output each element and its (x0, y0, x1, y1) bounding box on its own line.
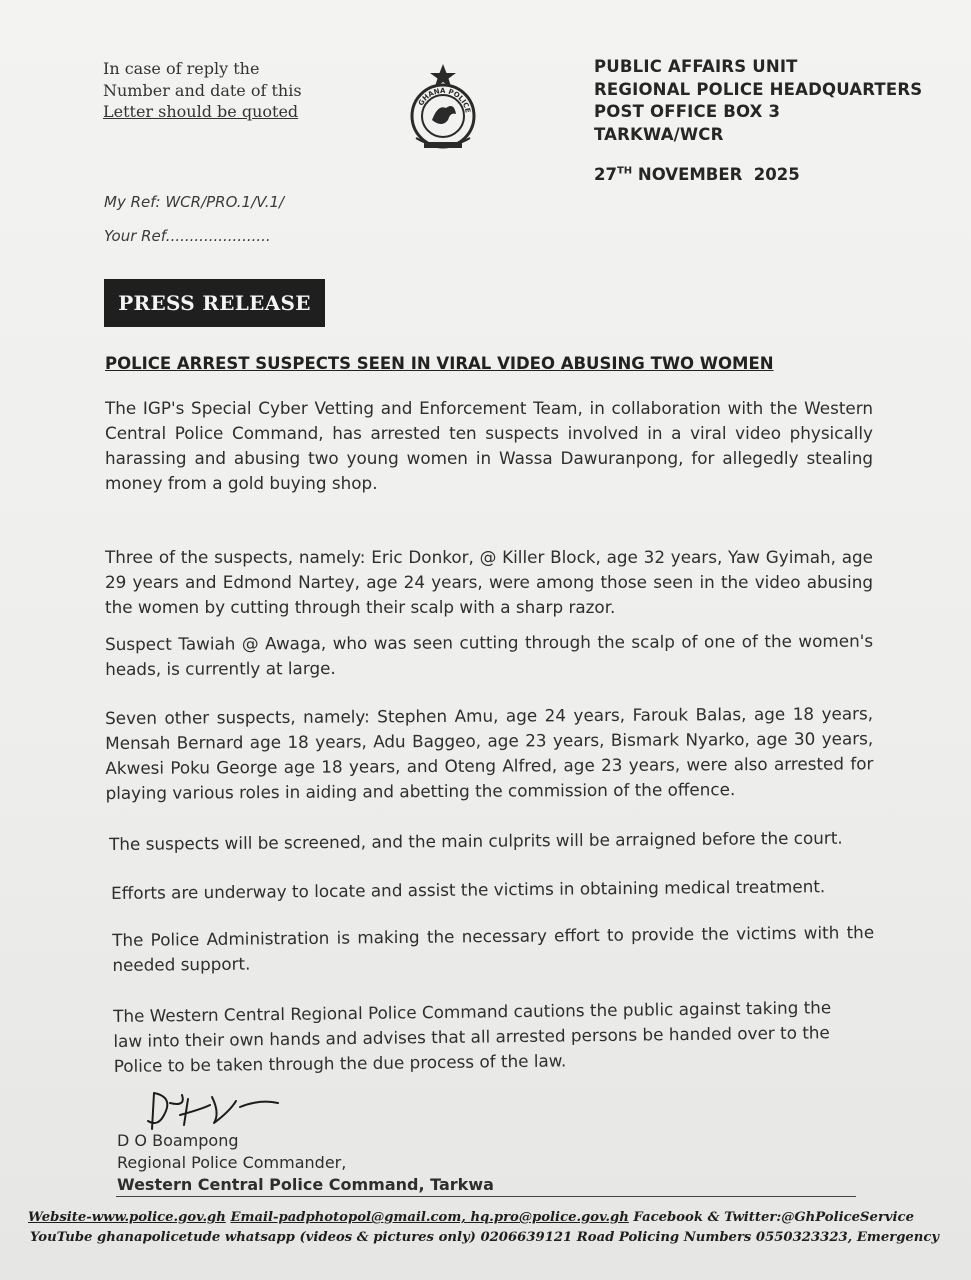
paragraph-5: The suspects will be screened, and the main culprits will be arraigned before the court. (109, 827, 843, 854)
paragraph-6: Efforts are underway to locate and assist the victims in obtaining medical treatment. (111, 876, 826, 903)
reply-instructions (103, 58, 302, 123)
address-line-3: POST OFFICE BOX 3 (594, 102, 781, 121)
letter-date: 27TH NOVEMBER 2025 (594, 165, 800, 184)
address-line-1: PUBLIC AFFAIRS UNIT (594, 57, 798, 76)
headline: POLICE ARREST SUSPECTS SEEN IN VIRAL VIDEO ABUSING TWO WOMEN (105, 354, 774, 373)
signatory-name: D O Boampong (117, 1131, 239, 1150)
reply-note-line-3: Letter should be quoted (103, 102, 299, 121)
paragraph-3: Suspect Tawiah @ Awaga, who was seen cutting through the scalp of one of the women's heads, is currently at large. (105, 630, 874, 679)
paragraph-4: Seven other suspects, namely: Stephen Amu, age 24 years, Farouk Balas, age 18 years, Mensah Bernard age 18 years, Adu Baggeo, age 23 years, Bismark Nyarko, age 30 years, Akwesi Poku George age 18 years, and Oteng Alfred, age 23 years, were also arrested for playing various roles in aiding and abetting the commission of the offence. (105, 703, 874, 803)
ghana-police-crest-icon (402, 62, 484, 154)
press-release-banner: PRESS RELEASE (104, 279, 325, 327)
address-line-2: REGIONAL POLICE HEADQUARTERS (594, 79, 923, 99)
your-ref: Your Ref...................... (104, 227, 271, 245)
footer-divider (116, 1196, 856, 1197)
svg-text:GHANA POLICE: GHANA POLICE (416, 86, 472, 114)
reply-note-line-2: Number and date of this (103, 80, 302, 100)
address-line-4: TARKWA/WCR (594, 124, 724, 144)
letterhead-address (594, 56, 922, 146)
footer-social: Facebook & Twitter:@GhPoliceService (628, 1210, 914, 1225)
paragraph-1: The IGP's Special Cyber Vetting and Enforcement Team, in collaboration with the Western Central Police Command, has arrested ten suspects involved in a viral video physically harassing and abusing two young women in Wassa Dawuranpong, for allegedly stealing money from a gold buying shop. (105, 398, 873, 493)
signatory-block (117, 1130, 494, 1196)
reference-block (104, 185, 284, 253)
my-ref: My Ref: WCR/PRO.1/V.1/ (104, 193, 285, 211)
signatory-command: Western Central Police Command, Tarkwa (117, 1175, 494, 1194)
footer-line-1 (28, 1208, 914, 1228)
footer-line-2: YouTube ghanapolicetude whatsapp (videos & pictures only) 0206639121 Road Policing Numbers 0550323323, Emergency (30, 1230, 940, 1245)
paragraph-7: The Police Administration is making the necessary effort to provide the victims with the needed support. (112, 922, 875, 975)
paragraph-8: The Western Central Regional Police Command cautions the public against taking the law into their own hands and advises that all arrested persons be handed over to the Police to be taken through the due process of the law. (113, 997, 832, 1076)
footer-email-link[interactable]: Email-padphotopol@gmail.com, hq.pro@police.gov.gh (230, 1210, 629, 1225)
reply-note-line-1: In case of reply the (103, 59, 260, 78)
footer-website-link[interactable]: Website-www.police.gov.gh (28, 1210, 226, 1225)
signatory-title: Regional Police Commander, (117, 1153, 347, 1172)
paragraph-2: Three of the suspects, namely: Eric Donkor, @ Killer Block, age 32 years, Yaw Gyimah, age 29 years and Edmond Nartey, age 24 years, were among those seen in the video abusing the women by cutting through their scalp with a sharp razor. (105, 547, 873, 617)
